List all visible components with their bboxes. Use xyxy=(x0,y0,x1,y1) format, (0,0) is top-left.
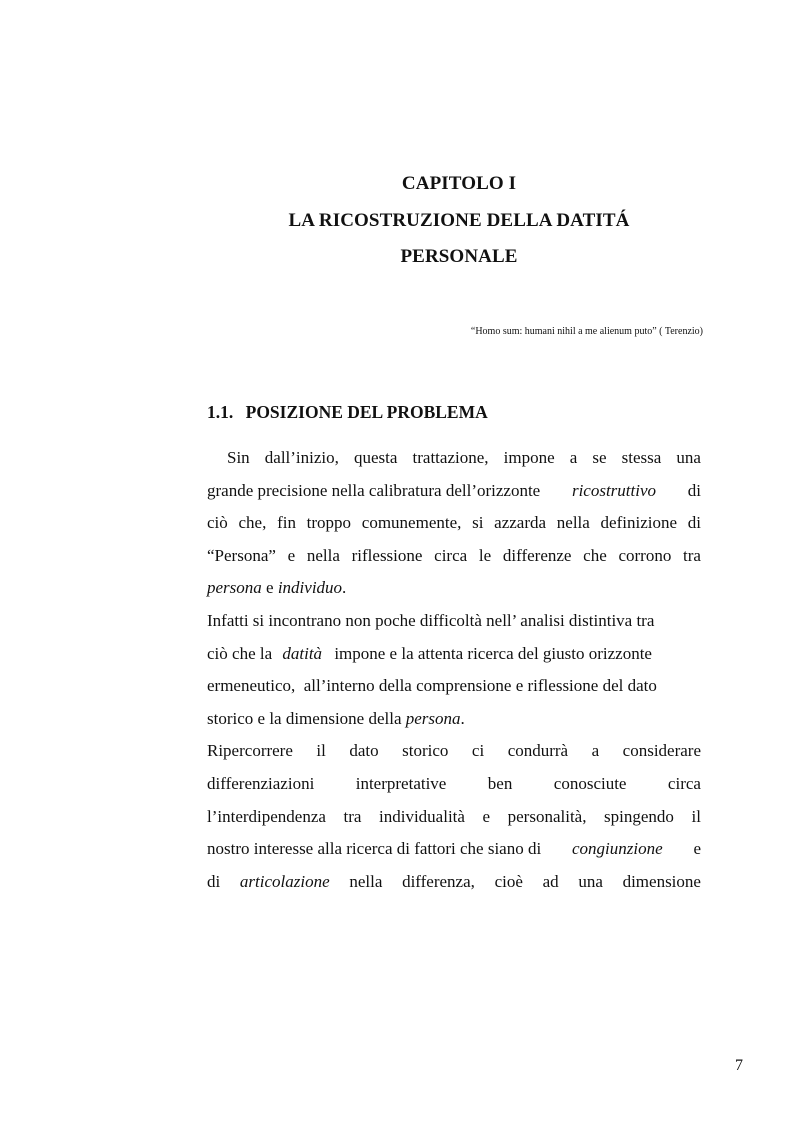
word: ci xyxy=(471,741,485,761)
word: ciò xyxy=(207,513,228,533)
word: individualità xyxy=(379,806,465,826)
word: il xyxy=(691,806,701,826)
text-line xyxy=(207,475,701,508)
section-number: 1.1. xyxy=(207,402,234,422)
word: circa xyxy=(667,773,701,793)
word: se xyxy=(592,448,607,467)
word: tra xyxy=(683,545,701,565)
body-text xyxy=(207,442,701,898)
text-line xyxy=(207,572,701,605)
word: dato xyxy=(349,741,379,761)
text-segment: . xyxy=(460,708,465,728)
word: una xyxy=(676,448,701,467)
emphasis: articolazione xyxy=(239,871,330,891)
word: personalità, xyxy=(507,806,587,826)
word: condurrà xyxy=(507,741,569,761)
word: corrono xyxy=(618,545,672,565)
section-title: POSIZIONE DEL PROBLEMA xyxy=(245,402,488,422)
word: ben xyxy=(487,773,513,793)
word: a xyxy=(591,741,600,761)
text-segment: di xyxy=(683,480,701,500)
word: impone xyxy=(503,448,555,467)
word: che, xyxy=(238,513,267,533)
word: Ripercorrere xyxy=(207,741,293,761)
text-line xyxy=(207,866,701,899)
text-segment: Infatti si incontrano non poche difficoltà nell’ analisi distintiva tra xyxy=(207,610,655,630)
text-line xyxy=(207,670,701,703)
word: di xyxy=(207,871,221,891)
word: trattazione, xyxy=(412,448,489,467)
word: tra xyxy=(343,806,362,826)
word: che xyxy=(583,545,607,565)
emphasis: congiunzione xyxy=(572,839,663,859)
emphasis: persona xyxy=(405,708,461,728)
word: nella xyxy=(349,871,383,891)
word: l’interdipendenza xyxy=(207,806,326,826)
text-line xyxy=(207,833,701,866)
word: storico xyxy=(402,741,449,761)
section-heading xyxy=(207,402,488,423)
word: nella xyxy=(306,545,340,565)
word: le xyxy=(478,545,492,565)
chapter-title-line-2: PERSONALE xyxy=(400,246,518,267)
word: definizione xyxy=(600,513,678,533)
text-segment: . xyxy=(342,578,347,598)
word: il xyxy=(316,741,326,761)
emphasis: ricostruttivo xyxy=(571,480,657,500)
word: stessa xyxy=(621,448,662,467)
word: ad xyxy=(542,871,559,891)
text-line xyxy=(207,540,701,573)
word: e xyxy=(482,806,491,826)
text-line xyxy=(207,507,701,540)
word: spingendo xyxy=(604,806,674,826)
word: azzarda xyxy=(494,513,547,533)
chapter-title-line-1: LA RICOSTRUZIONE DELLA DATITÁ xyxy=(288,210,630,231)
emphasis: individuo xyxy=(277,578,343,598)
word: Sin xyxy=(227,448,250,467)
text-segment: e xyxy=(261,578,278,598)
text-line xyxy=(207,703,701,736)
page-number: 7 xyxy=(735,1057,743,1074)
word: differenziazioni xyxy=(207,773,315,793)
word: cioè xyxy=(494,871,523,891)
word: comunemente, xyxy=(361,513,462,533)
chapter-number: CAPITOLO I xyxy=(401,173,517,194)
word: dimensione xyxy=(622,871,701,891)
word: questa xyxy=(354,448,398,467)
word: interpretative xyxy=(355,773,447,793)
text-line xyxy=(207,605,701,638)
word: troppo xyxy=(306,513,352,533)
text-segment: nostro interesse alla ricerca di fattori che siano di xyxy=(207,839,546,859)
text-line xyxy=(207,801,701,834)
word: fin xyxy=(277,513,296,533)
epigraph-quote: “Homo sum: humani nihil a me alienum puto” ( Terenzio) xyxy=(470,326,703,337)
word: si xyxy=(472,513,484,533)
word: una xyxy=(578,871,603,891)
word: di xyxy=(687,513,701,533)
word: differenza, xyxy=(402,871,475,891)
text-segment: impone e la attenta ricerca del giusto orizzonte xyxy=(330,643,652,663)
text-line xyxy=(207,735,701,768)
word: riflessione xyxy=(351,545,423,565)
text-segment: ermeneutico, all’interno della comprensione e riflessione del dato xyxy=(207,676,657,696)
text-line xyxy=(207,638,701,671)
word: considerare xyxy=(622,741,701,761)
text-segment: grande precisione nella calibratura dell’orizzonte xyxy=(207,480,545,500)
word: nella xyxy=(556,513,590,533)
word: differenze xyxy=(502,545,572,565)
word: e xyxy=(287,545,296,565)
word: “Persona” xyxy=(207,545,276,565)
text-segment: storico e la dimensione della xyxy=(207,708,406,728)
emphasis: datità xyxy=(282,643,323,663)
text-segment: e xyxy=(689,839,701,859)
text-segment: ciò che la xyxy=(207,643,277,663)
word: circa xyxy=(434,545,468,565)
text-line xyxy=(207,768,701,801)
text-line xyxy=(207,442,701,475)
word: dall’inizio, xyxy=(264,448,339,467)
emphasis: persona xyxy=(207,578,262,598)
word: conosciute xyxy=(553,773,627,793)
word: a xyxy=(569,448,578,467)
